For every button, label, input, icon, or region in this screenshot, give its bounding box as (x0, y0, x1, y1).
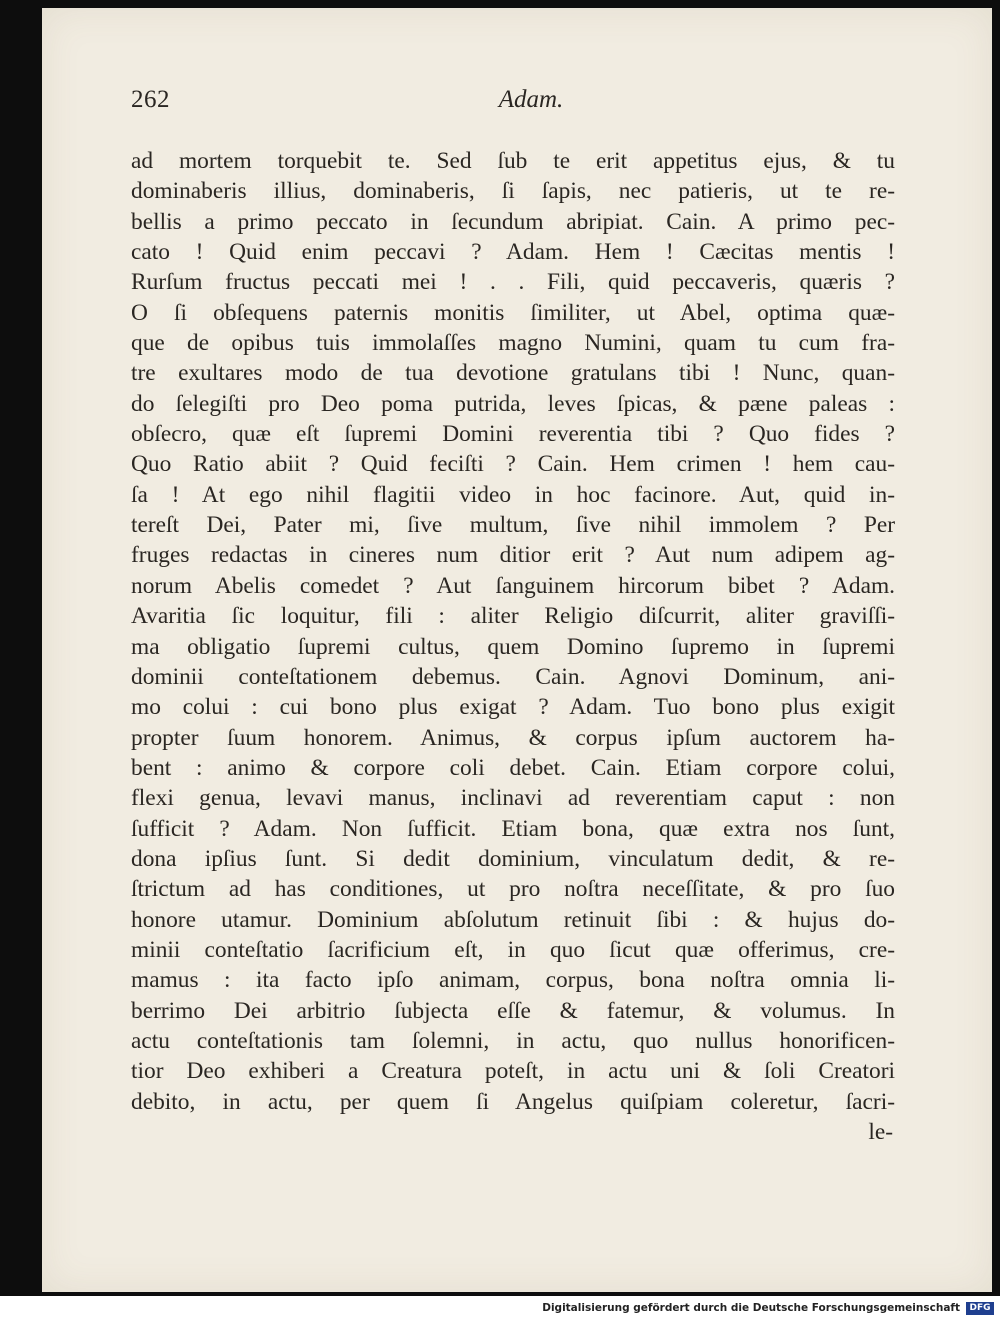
text-line: dominaberis illius, dominaberis, ſi ſapis, nec patieris, ut te re- (131, 178, 895, 205)
text-line: cato ! Quid enim peccavi ? Adam. Hem ! Cæcitas mentis ! (131, 239, 895, 266)
text-line: propter ſuum honorem. Animus, & corpus ipſum auctorem ha- (131, 724, 895, 751)
text-line: ſa ! At ego nihil flagitii video in hoc facinore. Aut, quid in- (131, 481, 895, 508)
text-line: Quo Ratio abiit ? Quid feciſti ? Cain. Hem crimen ! hem cau- (131, 451, 895, 478)
text-line: fruges redactas in cineres num ditior erit ? Aut num adipem ag- (131, 542, 895, 569)
funding-note: Digitalisierung gefördert durch die Deutsche Forschungsgemeinschaft (542, 1302, 960, 1314)
text-line: mo colui : cui bono plus exigat ? Adam. Tuo bono plus exigit (131, 694, 895, 721)
text-line: berrimo Dei arbitrio ſubjecta eſſe & fatemur, & volumus. In (131, 997, 895, 1024)
catchword: le- (868, 1119, 893, 1145)
text-line: tereſt Dei, Pater mi, ſive multum, ſive nihil immolem ? Per (131, 512, 895, 539)
text-line: O ſi obſequens paternis monitis ſimiliter, ut Abel, optima quæ- (131, 299, 895, 326)
page-number: 262 (131, 86, 170, 113)
text-line: Rurſum fructus peccati mei ! . . Fili, quid peccaveris, quæris ? (131, 269, 895, 296)
text-line: debito, in actu, per quem ſi Angelus quiſpiam coleretur, ſacri- (131, 1088, 895, 1115)
running-head: Adam. (498, 86, 564, 113)
text-line: norum Abelis comedet ? Aut ſanguinem hircorum bibet ? Adam. (131, 572, 895, 599)
text-line: do ſelegiſti pro Deo poma putrida, leves ſpicas, & pæne paleas : (131, 390, 895, 417)
text-line: mamus : ita facto ipſo animam, corpus, bona noſtra omnia li- (131, 967, 895, 994)
text-line: tre exultares modo de tua devotione gratulans tibi ! Nunc, quan- (131, 360, 895, 387)
dfg-logo-icon: DFG (966, 1302, 994, 1315)
text-line: minii conteſtatio ſacrificium eſt, in quo ſicut quæ offerimus, cre- (131, 936, 895, 963)
text-line: tior Deo exhiberi a Creatura poteſt, in actu uni & ſoli Creatori (131, 1058, 895, 1085)
text-line: ſufficit ? Adam. Non ſufficit. Etiam bona, quæ extra nos ſunt, (131, 815, 895, 842)
text-line: que de opibus tuis immolaſſes magno Numini, quam tu cum fra- (131, 330, 895, 357)
text-line: ſtrictum ad has conditiones, ut pro noſtra neceſſitate, & pro ſuo (131, 876, 895, 903)
text-line: obſecro, quæ eſt ſupremi Domini reverentia tibi ? Quo fides ? (131, 421, 895, 448)
text-line: actu conteſtationis tam ſolemni, in actu, quo nullus honorificen- (131, 1027, 895, 1054)
text-line: honore utamur. Dominium abſolutum retinuit ſibi : & hujus do- (131, 906, 895, 933)
text-line: dominii conteſtationem debemus. Cain. Agnovi Dominum, ani- (131, 663, 895, 690)
body-text (131, 146, 895, 1147)
page-header (131, 86, 931, 126)
text-line: Avaritia ſic loquitur, fili : aliter Religio diſcurrit, aliter graviſſi- (131, 603, 895, 630)
text-line: flexi genua, levavi manus, inclinavi ad reverentiam caput : non (131, 785, 895, 812)
text-line: ma obligatio ſupremi cultus, quem Domino ſupremo in ſupremi (131, 633, 895, 660)
footer-bar (0, 1299, 1000, 1319)
text-line: ad mortem torquebit te. Sed ſub te erit appetitus ejus, & tu (131, 148, 895, 174)
text-line: dona ipſius ſunt. Si dedit dominium, vinculatum dedit, & re- (131, 845, 895, 872)
text-line: bellis a primo peccato in ſecundum abripiat. Cain. A primo pec- (131, 208, 895, 235)
text-line: bent : animo & corpore coli debet. Cain. Etiam corpore colui, (131, 754, 895, 781)
